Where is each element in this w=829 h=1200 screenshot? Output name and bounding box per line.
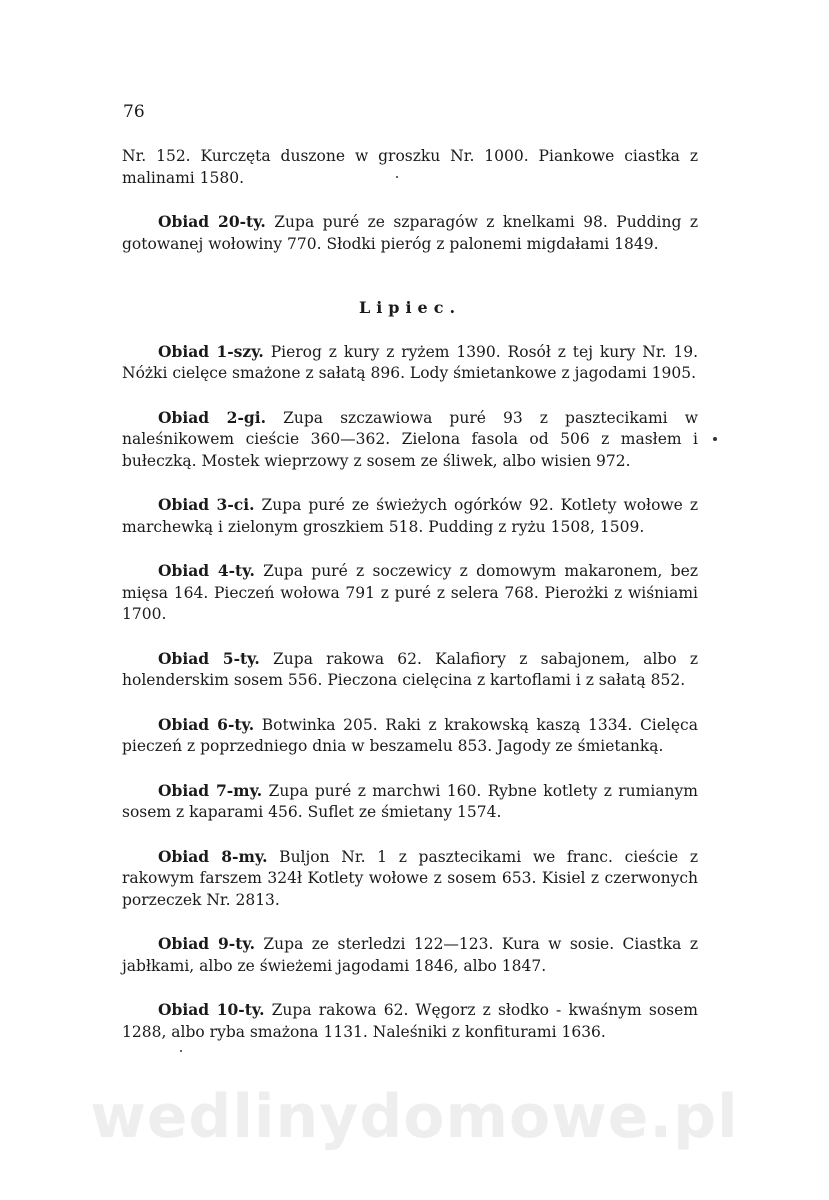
menu-entry <box>122 933 698 977</box>
intro-paragraph: Nr. 152. Kurczęta duszone w groszku Nr. 1000. Piankowe ciastka z malinami 1580. <box>122 147 698 187</box>
menu-entry-label: Obiad 4-ty. <box>158 561 255 580</box>
menu-entry <box>122 648 698 692</box>
menu-entry-label: Obiad 9-ty. <box>158 934 255 953</box>
menu-entry-label: Obiad 2-gi. <box>158 407 266 427</box>
menu-entry-text: Zupa rakowa 62. Kalafiory z sabajonem, albo z holenderskim sosem 556. Pieczona cielęcina z kartoflami i z sałatą 852. <box>122 649 698 689</box>
menu-entry <box>122 341 698 385</box>
ink-speck <box>396 176 398 178</box>
menu-entry-text: Zupa puré z soczewicy z domowym makaronem, bez mięsa 164. Pieczeń wołowa 791 z puré z selera 768. Pierożki z wiśniami 1700. <box>122 562 698 623</box>
menu-entry <box>122 780 698 824</box>
menu-entry-label: Obiad 5-ty. <box>158 648 260 668</box>
menu-entry-label: Obiad 20-ty. <box>158 212 266 231</box>
menu-entry-label: Obiad 1-szy. <box>158 341 264 361</box>
menu-entry-label: Obiad 6-ty. <box>158 714 255 734</box>
menu-entry-text: Zupa puré ze świeżych ogórków 92. Kotlety wołowe z marchewką i zielonym groszkiem 518. Pudding z ryżu 1508, 1509. <box>122 496 698 536</box>
menu-entry-label: Obiad 7-my. <box>158 780 263 800</box>
menu-entry-text: Buljon Nr. 1 z pasztecikami we franc. cieście z rakowym farszem 324ł Kotlety wołowe z sosem 653. Kisiel z czerwonych porzeczek Nr. 2813. <box>122 847 698 909</box>
page-number: 76 <box>123 102 145 122</box>
ink-speck <box>713 437 717 441</box>
menu-entry-text: Pierog z kury z ryżem 1390. Rosół z tej kury Nr. 19. Nóżki cielęce smażone z sałatą 896. Lody śmietankowe z jagodami 1905. <box>122 342 698 382</box>
page-content <box>122 146 698 1065</box>
menu-entry <box>122 407 698 473</box>
menu-entry <box>122 714 698 758</box>
watermark: wedlinydomowe.pl <box>90 1082 739 1152</box>
menu-entry <box>122 494 698 538</box>
menu-entry-text: Zupa ze sterledzi 122—123. Kura w sosie. Ciastka z jabłkami, albo ze świeżemi jagodami 1846, albo 1847. <box>122 935 698 975</box>
menu-entry <box>122 846 698 912</box>
menu-entry <box>122 560 698 626</box>
section-title: Lipiec. <box>358 298 462 317</box>
menu-entry-text: Botwinka 205. Raki z krakowską kaszą 1334. Cielęca pieczeń z poprzedniego dnia w beszamelu 853. Jagody ze śmietanką. <box>122 715 698 755</box>
menu-entry <box>122 999 698 1043</box>
menu-entry-text: Zupa puré ze szparagów z knelkami 98. Pudding z gotowanej wołowiny 770. Słodki pieróg z palonemi migdałami 1849. <box>122 213 699 253</box>
menu-entry-text: Zupa puré z marchwi 160. Rybne kotlety z rumianym sosem z kaparami 456. Suflet ze śmietany 1574. <box>122 781 698 821</box>
menu-entry-label: Obiad 10-ty. <box>158 1000 265 1019</box>
menu-entry-text: Zupa rakowa 62. Węgorz z słodko - kwaśnym sosem 1288, albo ryba smażona 1131. Naleśniki z konfiturami 1636. <box>122 1001 698 1041</box>
menu-entry-label: Obiad 3-ci. <box>158 495 255 514</box>
menu-entry-text: Zupa szczawiowa puré 93 z pasztecikami w naleśnikowem cieście 360—362. Zielona fasola od 506 z masłem i bułeczką. Mostek wieprzowy z sosem ze śliwek, albo wisien 972. <box>122 408 698 470</box>
menu-entry-20 <box>122 211 698 255</box>
menu-entry-label: Obiad 8-my. <box>158 846 268 866</box>
ink-speck <box>180 1050 182 1052</box>
